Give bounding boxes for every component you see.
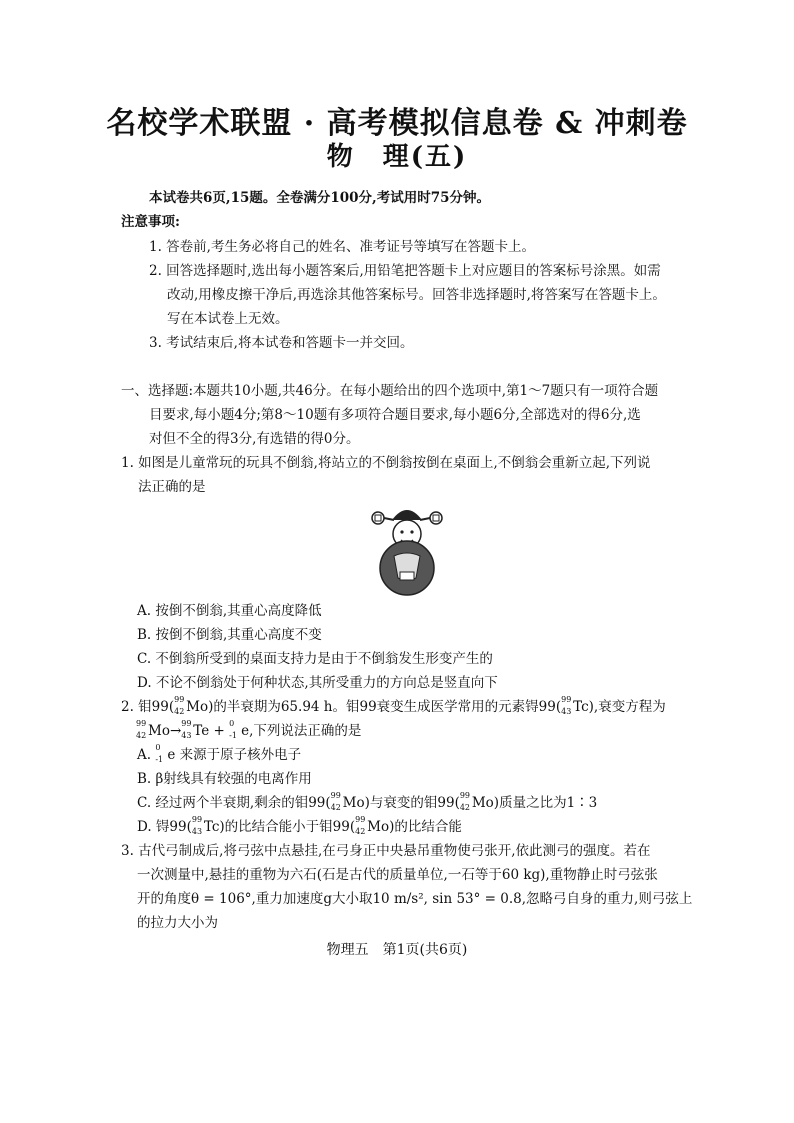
question-3-stem: 3. 古代弓制成后,将弓弦中点悬挂,在弓身正中央悬吊重物使弓张开,依此测弓的强度。若在: [121, 843, 651, 859]
question-2-option: B. β射线具有较强的电离作用: [137, 771, 312, 787]
question-1-stem: 法正确的是: [138, 479, 206, 495]
question-3-stem: 一次测量中,悬挂的重物为六石(石是古代的质量单位,一石等于60 kg),重物静止时弓弦张: [137, 867, 658, 883]
question-1-stem: 1. 如图是儿童常玩的玩具不倒翁,将站立的不倒翁按倒在桌面上,不倒翁会重新立起,下列说: [121, 455, 651, 471]
page-subtitle: 物 理(五): [326, 142, 468, 172]
question-3-stem: 的拉力大小为: [137, 915, 218, 931]
intro-text: 本试卷共6页,15题。全卷满分100分,考试用时75分钟。: [149, 190, 491, 206]
question-1-option: D. 不论不倒翁处于何种状态,其所受重力的方向总是竖直向下: [137, 675, 498, 691]
note-item: 改动,用橡皮擦干净后,再选涂其他答案标号。回答非选择题时,将答案写在答题卡上。: [167, 287, 666, 303]
question-2-option: A. 0 -1 e 来源于原子核外电子: [137, 743, 302, 764]
question-1-option: B. 按倒不倒翁,其重心高度不变: [137, 627, 322, 643]
question-2-equation: 99 42 Mo→ 99 43 Te + 0 -1 e,下列说法正确的是: [136, 719, 362, 740]
tumbler-toy-figure: [370, 498, 444, 598]
note-item: 写在本试卷上无效。: [167, 311, 289, 327]
section-heading: 目要求,每小题4分;第8～10题有多项符合题目要求,每小题6分,全部选对的得6分,选: [149, 407, 641, 423]
note-item: 3. 考试结束后,将本试卷和答题卡一并交回。: [149, 335, 414, 351]
question-2-stem: 2. 钼99( 99 42 Mo)的半衰期为65.94 h。钼99衰变生成医学常用的元素锝99( 99 43 Tc),衰变方程为: [121, 695, 666, 716]
question-3-stem: 开的角度θ = 106°,重力加速度g大小取10 m/s², sin 53° = 0.8,忽略弓自身的重力,则弓弦上: [137, 891, 693, 907]
question-2-option: D. 锝99( 99 43 Tc)的比结合能小于钼99( 99 42 Mo)的比结合能: [137, 815, 462, 836]
page-title: 名校学术联盟 · 高考模拟信息卷 & 冲刺卷: [106, 106, 688, 141]
question-1-option: A. 按倒不倒翁,其重心高度降低: [137, 603, 322, 619]
note-item: 2. 回答选择题时,选出每小题答案后,用铅笔把答题卡上对应题目的答案标号涂黑。如需: [149, 263, 661, 279]
notes-heading: 注意事项:: [121, 214, 180, 230]
question-2-option: C. 经过两个半衰期,剩余的钼99( 99 42 Mo)与衰变的钼99( 99 42 Mo)质量之比为1∶3: [137, 791, 598, 812]
section-heading: 一、选择题:本题共10小题,共46分。在每小题给出的四个选项中,第1～7题只有一项符合题: [121, 383, 659, 399]
page-footer: 物理五 第1页(共6页): [326, 942, 468, 958]
question-1-option: C. 不倒翁所受到的桌面支持力是由于不倒翁发生形变产生的: [137, 651, 493, 667]
note-item: 1. 答卷前,考生务必将自己的姓名、准考证号等填写在答题卡上。: [149, 239, 535, 255]
section-heading: 对但不全的得3分,有选错的得0分。: [149, 431, 360, 447]
